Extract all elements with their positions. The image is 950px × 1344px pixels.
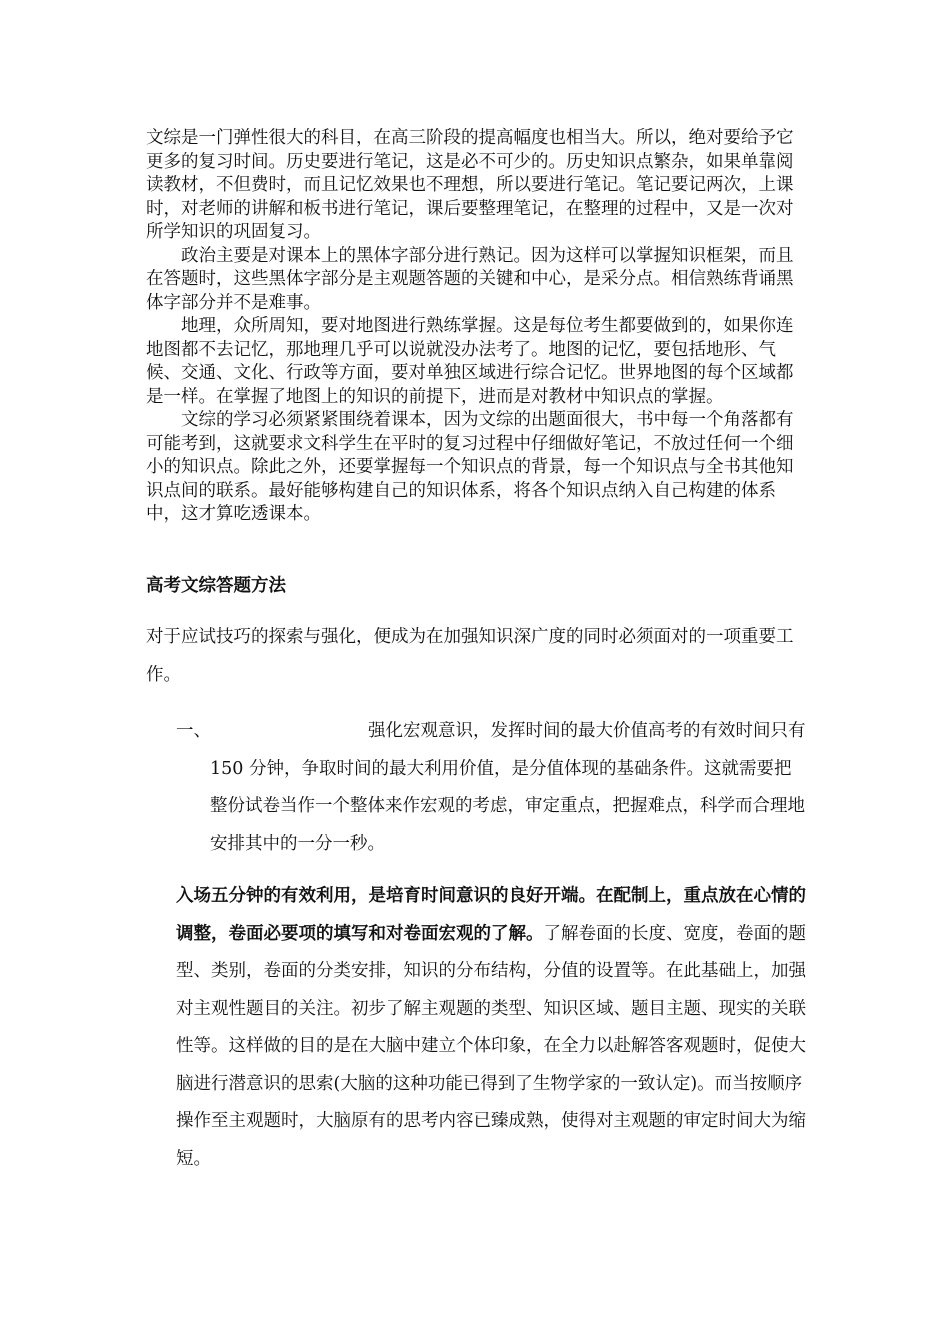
paragraph-politics: 政治主要是对课本上的黑体字部分进行熟记。因为这样可以掌握知识框架，而且在答题时，这些黑体字部分是主观题答题的关键和中心，是采分点。相信熟练背诵黑体字部分并不是难事。 [146, 245, 794, 313]
study-tips-section [146, 127, 806, 527]
list-marker: 一、 [176, 721, 211, 741]
intro-paragraph [146, 619, 806, 694]
paragraph-geography: 地理，众所周知，要对地图进行熟练掌握。这是每位考生都要做到的，如果你连地图都不去记忆，那地理几乎可以说就没办法考了。地图的记忆，要包括地形、气候、交通、文化、行政等方面，要对单独区域进行综合记忆。世界地图的每个区域都是一样。在掌握了地图上的知识的前提下，进而是对教材中知识点的掌握。 [146, 316, 794, 407]
section-heading: 高考文综答题方法 [146, 576, 286, 596]
numbered-list-item [176, 713, 806, 863]
bold-lead-text: 入场五分钟的有效利用，是培育时间意识的良好开端。在配制上，重点放在心情的调整，卷面必要项的填写和对卷面宏观的了解。 [176, 886, 806, 944]
paragraph-textbook: 文综的学习必须紧紧围绕着课本，因为文综的出题面很大，书中每一个角落都有可能考到，这就要求文科学生在平时的复习过程中仔细做好笔记，不放过任何一个细小的知识点。除此之外，还要掌握每一个知识点的背景，每一个知识点与全书其他知识点间的联系。最好能够构建自己的知识体系，将各个知识点纳入自己构建的体系中，这才算吃透课本。 [146, 410, 794, 524]
paragraph-overview: 文综是一门弹性很大的科目，在高三阶段的提高幅度也相当大。所以，绝对要给予它更多的复习时间。历史要进行笔记，这是必不可少的。历史知识点繁杂，如果单靠阅读教材，不但费时，而且记忆效果也不理想，所以要进行笔记。笔记要记两次，上课时，对老师的讲解和板书进行笔记，课后要整理笔记，在整理的过程中，又是一次对所学知识的巩固复习。 [146, 128, 794, 242]
list-item-text: 强化宏观意识，发挥时间的最大价值高考的有效时间只有 150 分钟，争取时间的最大利用价值，是分值体现的基础条件。这就需要把整份试卷当作一个整体来作宏观的考虑，审定重点，把握难点，科学而合理地安排其中的一分一秒。 [210, 721, 806, 854]
body-text: 了解卷面的长度、宽度，卷面的题型、类别，卷面的分类安排，知识的分布结构，分值的设置等。在此基础上，加强对主观性题目的关注。初步了解主观题的类型、知识区域、题目主题、现实的关联性等。这样做的目的是在大脑中建立个体印象，在全力以赴解答客观题时，促使大脑进行潜意识的思索(大脑的这种功能已得到了生物学家的一致认定)。而当按顺序操作至主观题时，大脑原有的思考内容已臻成熟，使得对主观题的审定时间大为缩短。 [176, 923, 806, 1169]
intro-text: 对于应试技巧的探索与强化，便成为在加强知识深广度的同时必须面对的一项重要工作。 [146, 627, 794, 685]
time-management-paragraph [176, 878, 806, 1178]
